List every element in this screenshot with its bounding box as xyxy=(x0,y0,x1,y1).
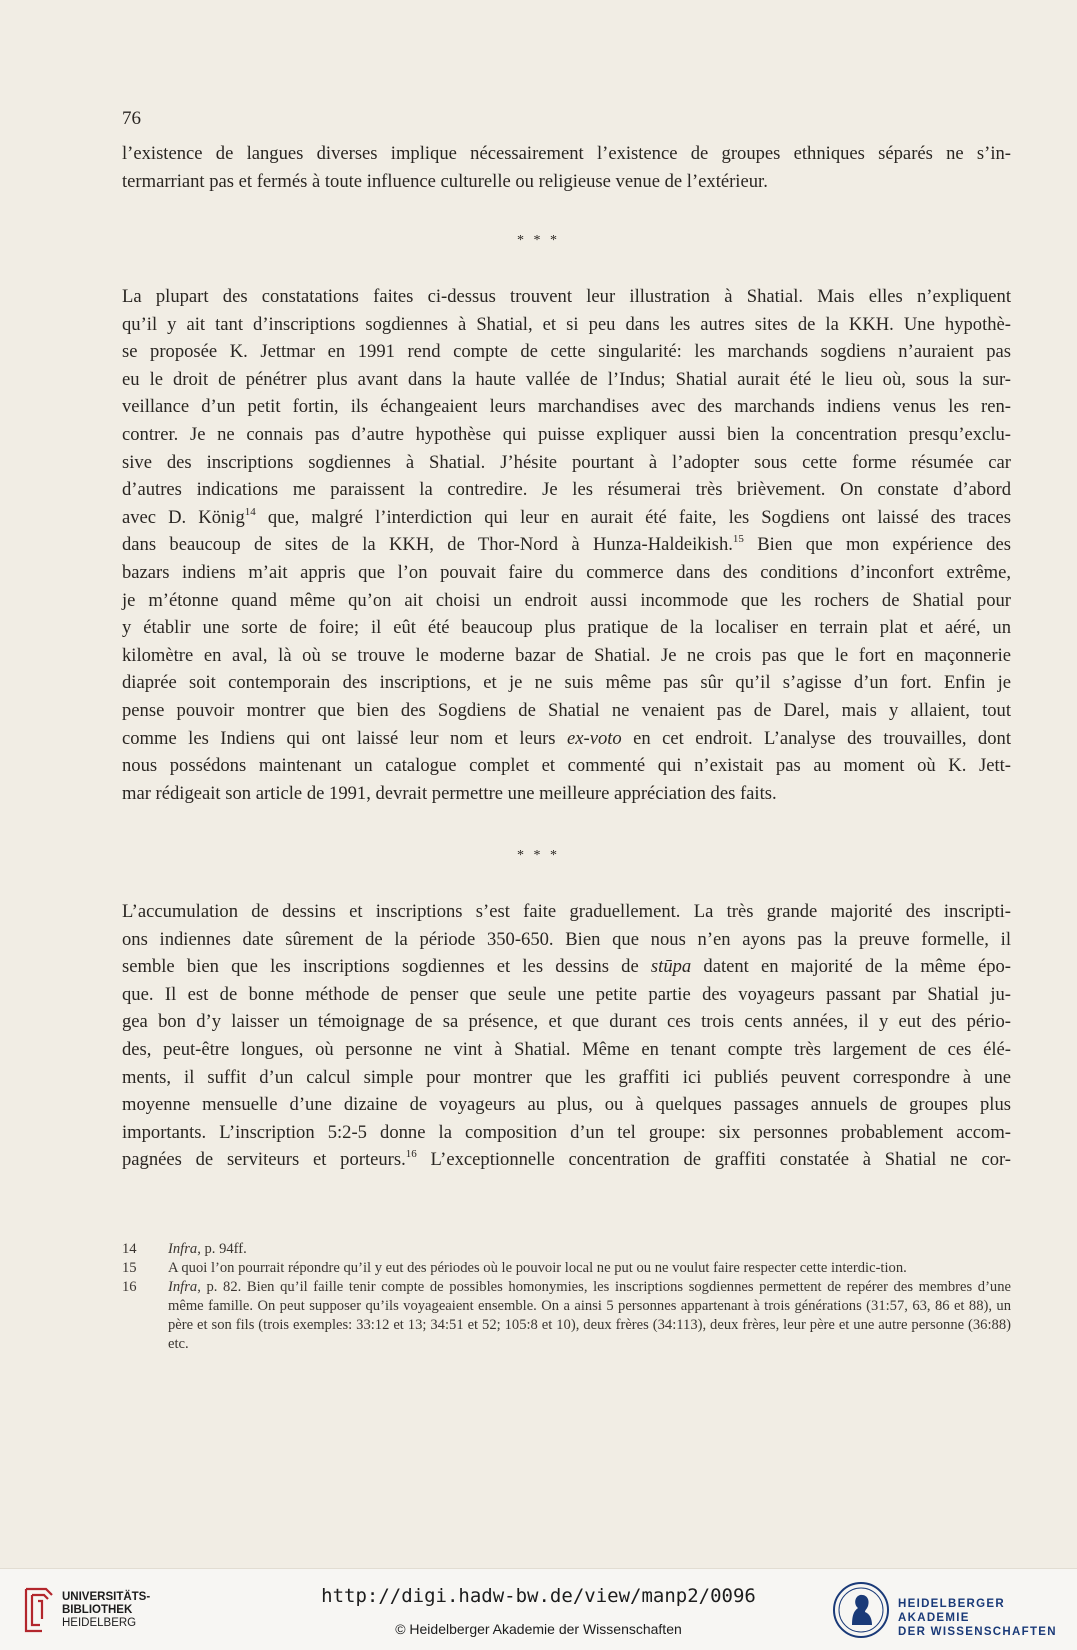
text-line: nous possédons maintenant un catalogue complet et commenté qui n’existait pas au moment où K. Jett- xyxy=(122,755,1011,777)
paragraph-1 xyxy=(122,140,1011,195)
text-line: moyenne mensuelle d’une dizaine de voyageurs au plus, ou à quelques passages annuels de groupes plus xyxy=(122,1094,1011,1116)
footnote xyxy=(122,1278,1011,1354)
text-segment: datent en majorité de la même épo- xyxy=(691,956,1011,978)
footer-bar xyxy=(0,1568,1077,1650)
footnote-ref: 14 xyxy=(244,505,256,518)
text-segment: pagnées de serviteurs et porteurs. xyxy=(122,1149,406,1171)
text-segment: L’exceptionnelle concentration de graffiti constatée à Shatial ne cor- xyxy=(416,1149,1012,1171)
italic-term: Infra xyxy=(168,1241,198,1257)
text-line: ments, il suffit d’un calcul simple pour montrer que les graffiti ici publiés peuvent correspondre à une xyxy=(122,1066,1011,1088)
text-line: qu’il y ait tant d’inscriptions sogdiennes à Shatial, et si peu dans les autres sites de la KKH. Une hypothè- xyxy=(122,313,1011,335)
text-segment: en cet endroit. L’analyse des trouvailles, dont xyxy=(621,727,1011,749)
text-line: contrer. Je ne connais pas d’autre hypothèse qui puisse expliquer aussi bien la concentration presqu’exclu- xyxy=(122,423,1011,445)
text-segment: dans beaucoup de sites de la KKH, de Thor-Nord à Hunza-Haldeikish. xyxy=(122,534,733,556)
footnote-text xyxy=(168,1278,1011,1354)
footnote-ref: 15 xyxy=(732,533,744,546)
footnotes xyxy=(122,1240,1011,1354)
italic-term: stūpa xyxy=(650,956,692,978)
text-segment: que, malgré l’interdiction qui leur en aurait été faite, les Sogdiens ont laissé des traces xyxy=(255,506,1011,528)
section-separator: * * * xyxy=(517,233,560,248)
text-line: diaprée soit contemporain des inscriptions, et je ne suis même pas sûr qu’il s’agisse d’un fort. Enfin je xyxy=(122,672,1011,694)
text-line: kilomètre en aval, là où se trouve le moderne bazar de Shatial. Je ne crois pas que le fort en maçonnerie xyxy=(122,644,1011,666)
text-line xyxy=(122,531,1011,559)
academy-line: HEIDELBERGER AKADEMIE xyxy=(898,1598,1005,1624)
text-line: y établir une sorte de foire; il eût été beaucoup plus pratique de la localiser en terrain plat et aéré, un xyxy=(122,617,1011,639)
text-line xyxy=(122,504,1011,532)
text-segment: avec D. König xyxy=(122,506,245,528)
paragraph-2 xyxy=(122,283,1011,807)
text-line: se proposée K. Jettmar en 1991 rend compte de cette singularité: les marchands sogdiens n’auraient pas xyxy=(122,341,1011,363)
page-number: 76 xyxy=(122,108,141,129)
text-segment: Bien que mon expérience des xyxy=(743,534,1011,556)
copyright-notice: © Heidelberger Akademie der Wissenschaften xyxy=(395,1621,682,1637)
text-line: des, peut-être longues, où personne ne vint à Shatial. Même en tenant compte très largement de ces élé- xyxy=(122,1038,1011,1060)
footnote xyxy=(122,1240,1011,1259)
text-segment: semble bien que les inscriptions sogdiennes et les dessins de xyxy=(122,956,651,978)
text-line: que. Il est de bonne méthode de penser que seule une petite partie des voyageurs passant par Shatial ju- xyxy=(122,983,1011,1005)
text-line xyxy=(122,1146,1011,1174)
text-line: La plupart des constatations faites ci-dessus trouvent leur illustration à Shatial. Mais elles n’expliquent xyxy=(122,286,1011,307)
text-line: veillance d’un petit fortin, ils échangeaient leurs marchandises avec des marchands indiens venus les ren- xyxy=(122,396,1011,418)
footnote-number: 15 xyxy=(122,1260,137,1276)
text-segment: comme les Indiens qui ont laissé leur nom et leurs xyxy=(122,727,567,749)
text-line: ons indiennes date sûrement de la période 350-650. Bien que nous n’en ayons pas la preuve formelle, il xyxy=(122,928,1011,950)
ub-line: UNIVERSITÄTS- xyxy=(62,1591,151,1603)
footnote-ref: 16 xyxy=(405,1148,417,1161)
text-line: sive des inscriptions sogdiennes à Shatial. J’hésite pourtant à l’adopter sous cette forme résumée car xyxy=(122,451,1011,473)
footnote-text: A quoi l’on pourrait répondre qu’il y eut des périodes où le pouvoir local ne put ou ne voulut faire respecter cette interdic-tion. xyxy=(168,1260,907,1276)
ub-line: BIBLIOTHEK xyxy=(62,1604,133,1616)
footnote-number: 14 xyxy=(122,1241,137,1257)
ub-line: HEIDELBERG xyxy=(62,1617,137,1629)
source-url-link[interactable]: http://digi.hadw-bw.de/view/manp2/0096 xyxy=(321,1585,756,1607)
text-line xyxy=(122,953,1011,981)
text-line: eu le droit de pénétrer plus avant dans la haute vallée de l’Indus; Shatial aurait été le lieu où, sous la sur- xyxy=(122,368,1011,390)
text-line: mar rédigeait son article de 1991, devrait permettre une meilleure appréciation des faits. xyxy=(122,782,777,804)
text-line: gea bon d’y laisser un témoignage de sa présence, et que durant ces trois cents années, il y eut des pério- xyxy=(122,1011,1011,1033)
text-line xyxy=(122,725,1011,753)
paragraph-3 xyxy=(122,898,1011,1174)
italic-term: ex-voto xyxy=(567,727,622,749)
section-separator: * * * xyxy=(517,848,560,863)
text-line: bazars indiens m’ait appris que l’on pouvait faire du commerce dans des conditions d’inconfort extrême, xyxy=(122,561,1011,583)
academy-seal-logo-icon xyxy=(832,1581,890,1639)
footnote-text xyxy=(168,1240,1011,1259)
footnote xyxy=(122,1259,1011,1278)
footnote-number: 16 xyxy=(122,1279,137,1295)
text-segment: , p. 94ff. xyxy=(197,1241,247,1257)
text-line: importants. L’inscription 5:2-5 donne la composition d’un tel groupe: six personnes probablement accom- xyxy=(122,1121,1011,1143)
text-line: L’accumulation de dessins et inscriptions s’est faite graduellement. La très grande majorité des inscripti- xyxy=(122,901,1011,922)
text-line: termarriant pas et fermés à toute influence culturelle ou religieuse venue de l’extérieur. xyxy=(122,170,768,192)
text-line: je m’étonne quand même qu’on ait choisi un endroit aussi incommode que les rochers de Shatial pour xyxy=(122,589,1011,611)
text-line: pense pouvoir montrer que bien des Sogdiens de Shatial ne venaient pas de Darel, mais y allaient, tout xyxy=(122,699,1011,721)
academy-name xyxy=(898,1597,1077,1639)
academy-line: DER WISSENSCHAFTEN xyxy=(898,1626,1057,1638)
text-line: d’autres indications me paraissent la contredire. Je les résumerai très brièvement. On constate d’abord xyxy=(122,479,1011,501)
text-line: l’existence de langues diverses implique nécessairement l’existence de groupes ethniques séparés ne s’in- xyxy=(122,143,1011,164)
text-segment: , p. 82. Bien qu’il faille tenir compte de possibles homonymies, les inscriptions sogdiennes permettent de repérer des membres d’une même famille. On peut supposer qu’ils voyageaient ensemble. On a ainsi 5 personnes appartenant à trois générations (31:57, 63, 86 et 88), un père et son fils (trois exemples: 33:12 et 13; 34:51 et 52; 105:8 et 10), deux frères (34:113), deux frères, leur père et une autre personne (36:88) etc. xyxy=(168,1279,1011,1352)
italic-term: Infra xyxy=(168,1279,198,1295)
